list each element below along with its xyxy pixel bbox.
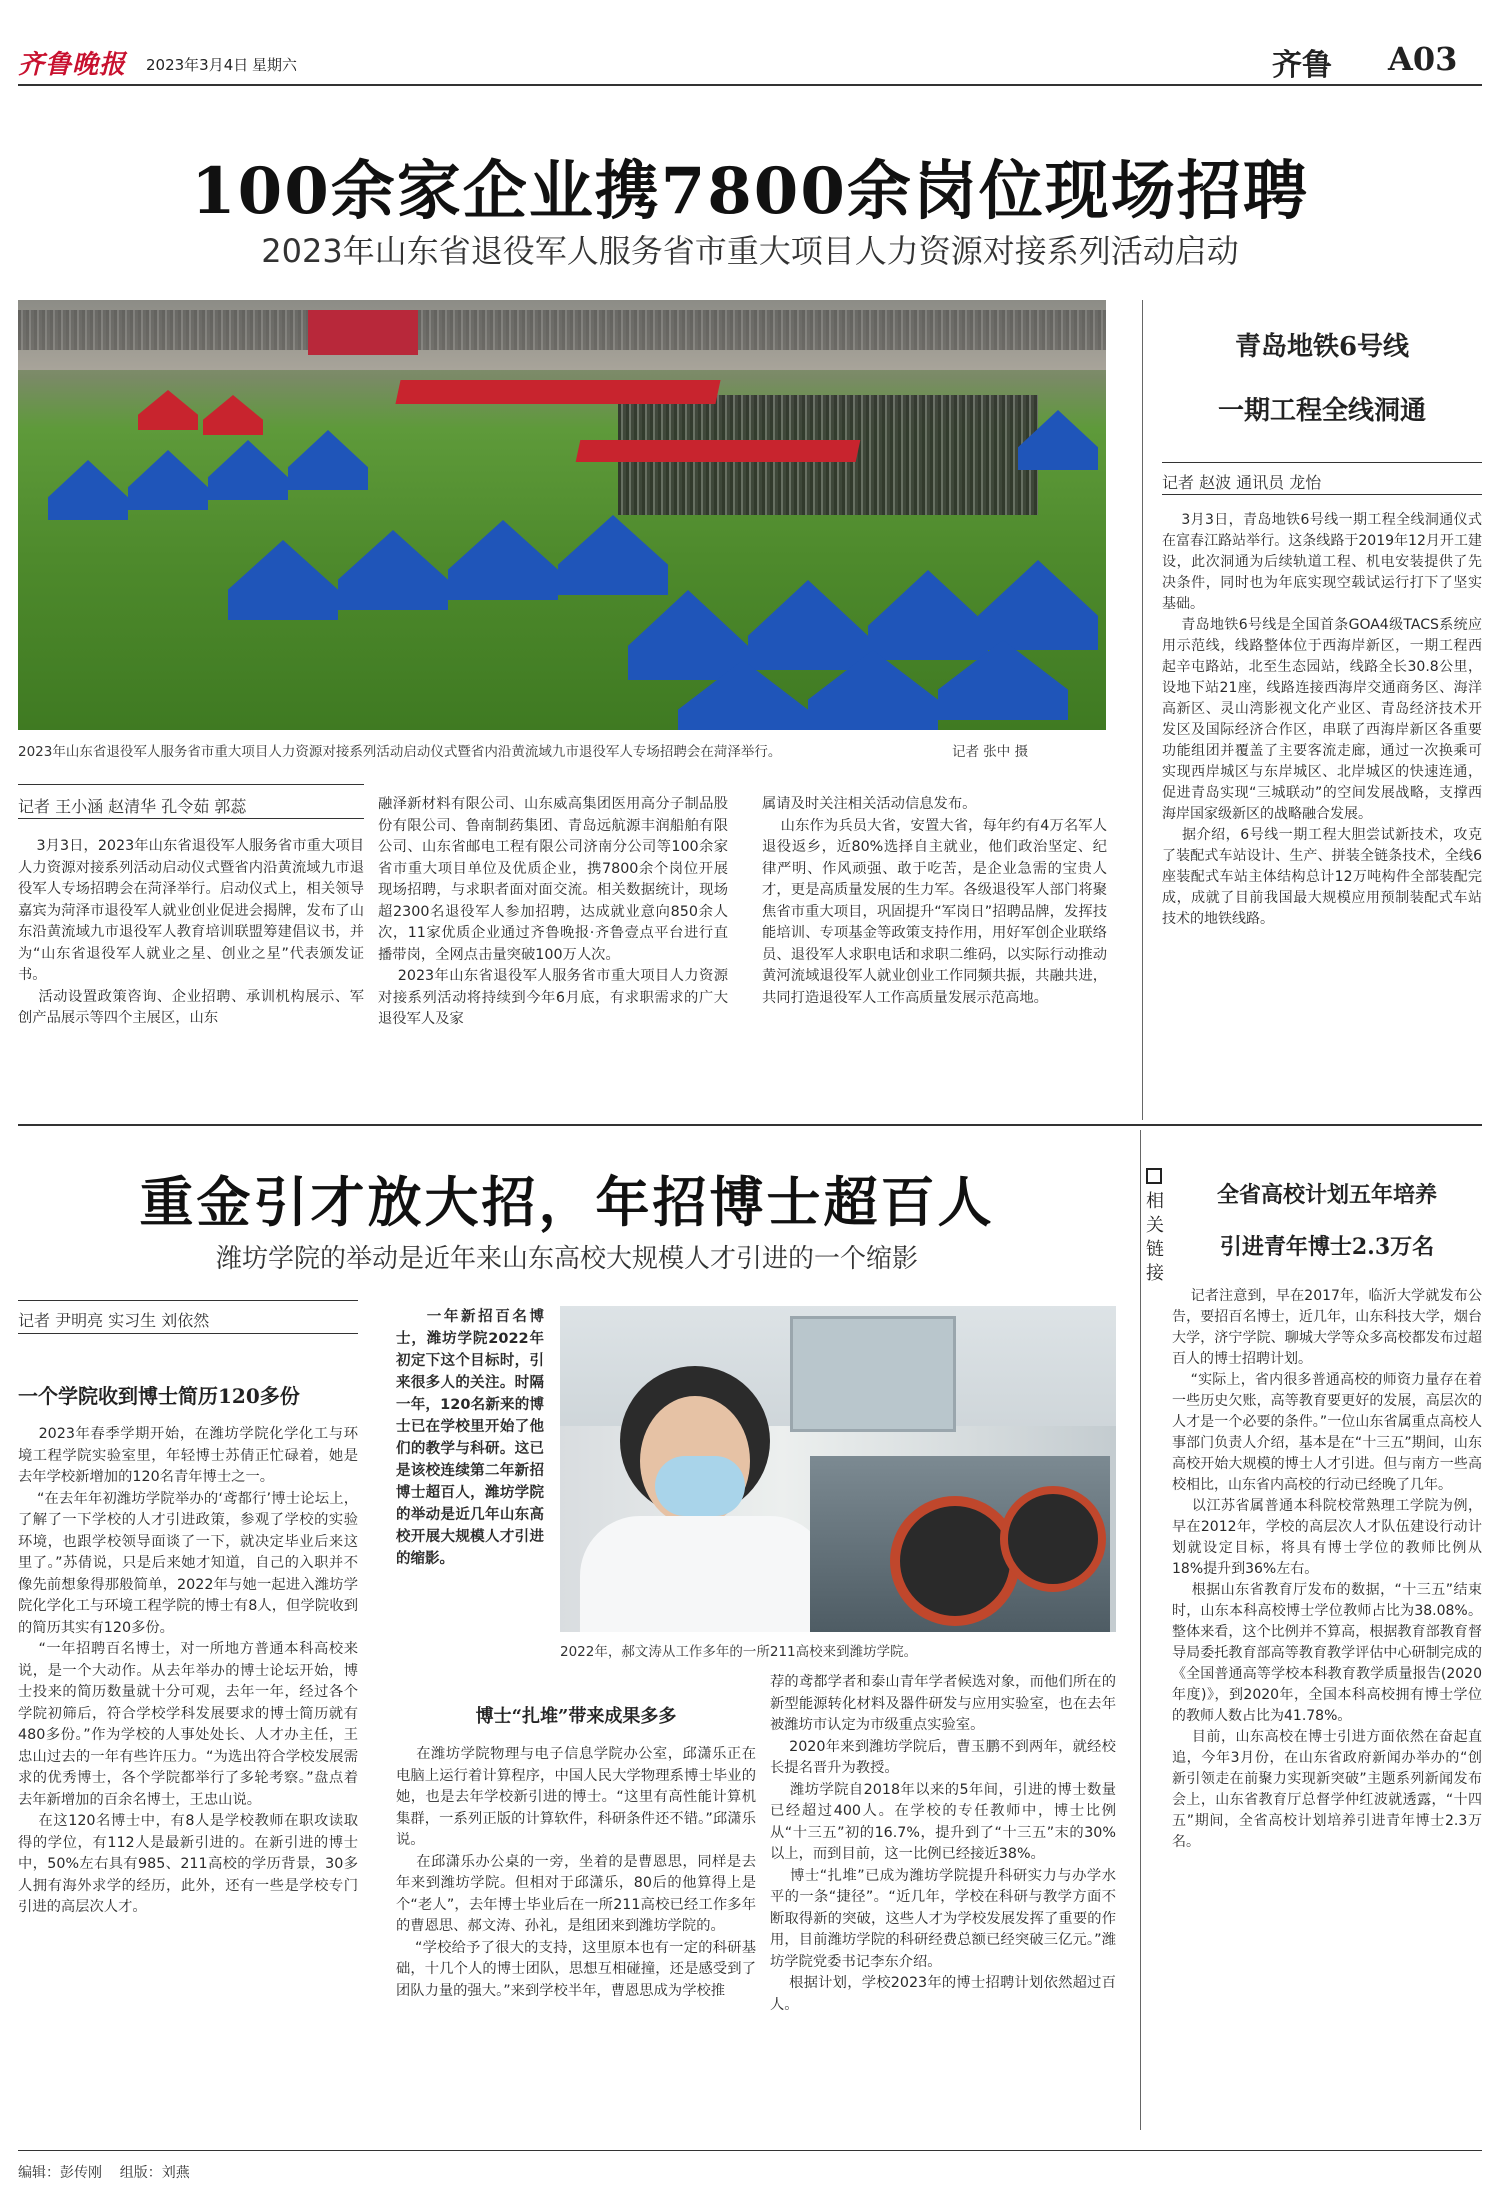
footer-editors: 编辑：彭传刚 组版：刘燕 bbox=[18, 2165, 190, 2181]
byline-rule bbox=[18, 818, 364, 819]
phd-column-1: 2023年春季学期开始，在潍坊学院化学化工与环境工程学院实验室里，年轻博士苏倩正忙碌着，她是去年学校新增加的120名青年博士之一。 “在去年年初潍坊学院举办的‘鸢都行’博士论坛上，了解了一下学校的人才引进政策，参观了学校的实验环境，也跟学校领导面谈了一下，就决定毕业后来这里了。”苏倩说，只是后来她才知道，自己的入职并不像先前想象得那般简单，2022年与她一起进入潍坊学院化学化工与环境工程学院的博士有8人，但学院收到的简历其实有120多份。 “一年招聘百名博士，对一所地方普通本科高校来说，是一个大动作。从去年举办的博士论坛开始，博士投来的简历数量就十分可观，去年一年，经过各个学院初筛后，符合学校学科发展要求的博士简历就有480多份。”作为学校的人事处处长、人才办主任，王忠山过去的一年有些许压力。“为选出符合学校发展需求的优秀博士，各个学院都举行了多轮考察。”盘点着去年新增加的百余名博士，王忠山说。 在这120名博士中，有8人是学校教师在职攻读取得的学位，有112人是最新引进的。在新引进的博士中，50%左右具有985、211高校的学历背景，30多人拥有海外求学的经历，此外，还有一些是学校专门引进的高层次人才。 bbox=[18, 1426, 358, 1915]
byline-phd: 记者 尹明亮 实习生 刘依然 bbox=[18, 1311, 210, 1330]
masthead-logo: 齐鲁晚报 bbox=[18, 50, 127, 80]
metro-article-body: 3月3日，青岛地铁6号线一期工程全线洞通仪式在富春江路站举行。这条线路于2019年12月开工建设，此次洞通为后续轨道工程、机电安装提供了先决条件，同时也为年底实现空载试运行打下了坚实基础。 青岛地铁6号线是全国首条GOA4级TACS系统应用示范线，线路整体位于西海岸新区，一期工程西起辛屯路站，北至生态园站，线路全长30.8公里，设地下站21座，线路连接西海岸交通商务区、海洋高新区、灵山湾影视文化产业区、青岛经济技术开发区及国际经济合作区，串联了西海岸新区各重要功能组团并覆盖了主要客流走廊，通过一次换乘可实现西岸城区与东岸城区、北岸城区的快速连通，促进青岛实现“三城联动”的空间发展战略，支撑西海岸国家级新区的战略融合发展。 据介绍，6号线一期工程大胆尝试新技术，攻克了装配式车站设计、生产、拼装全链条技术，全线6座装配式车站主体结构总计12万吨构件全部装配完成，成就了目前我国最大规模应用预制装配式车站技术的地铁线路。 bbox=[1162, 512, 1482, 927]
byline-rule bbox=[18, 1300, 358, 1301]
related-article-body: 记者注意到，早在2017年，临沂大学就发布公告，要招百名博士，近几年，山东科技大学，烟台大学，济宁学院、聊城大学等众多高校都发布过超百人的博士招聘计划。 “实际上，省内很多普通高校的师资力量存在着一些历史欠账，高等教育要更好的发展，高层次的人才是一个必要的条件。”一位山东省属重点高校人事部门负责人介绍，基本是在“十三五”期间，山东高校开始大规模的博士人才引进。但与南方一些高校相比，山东省内高校的行动已经晚了几年。 以江苏省属普通本科院校常熟理工学院为例，早在2012年，学校的高层次人才队伍建设行动计划就设定目标，将具有博士学位的教师比例从18%提升到36%左右。 根据山东省教育厅发布的数据，“十三五”结束时，山东本科高校博士学位教师占比为38.08%。整体来看，这个比例并不算高，根据教育部教育督导局委托教育部高等教育教学评估中心研制完成的《全国普通高等学校本科教育教学质量报告(2020年度)》，到2020年，全国本科高校拥有博士学位的教师人数占比为41.78%。 目前，山东高校在博士引进方面依然在奋起直追，今年3月份，在山东省政府新闻办举办的“创新引领走在前聚力实现新突破”主题系列新闻发布会上，山东省教育厅总督学仲红波就透露，“十四五”期间，全省高校计划培养引进青年博士2.3万名。 bbox=[1172, 1288, 1482, 1850]
issue-date: 2023年3月4日 bbox=[146, 56, 249, 74]
job-fair-photo-credit: 记者 张中 摄 bbox=[952, 744, 1029, 760]
lab-photo-caption: 2022年，郝文涛从工作多年的一所211高校来到潍坊学院。 bbox=[560, 1644, 918, 1660]
byline-metro: 记者 赵波 通讯员 龙怡 bbox=[1162, 473, 1322, 492]
headline-job-fair: 100余家企业携7800余岗位现场招聘 bbox=[191, 154, 1309, 229]
byline-rule bbox=[18, 784, 364, 785]
section-name: 齐鲁 bbox=[1272, 48, 1332, 83]
byline-rule bbox=[18, 1333, 358, 1334]
section-head-resumes: 一个学院收到博士简历120多份 bbox=[18, 1384, 300, 1408]
headline-phd-recruitment: 重金引才放大招，年招博士超百人 bbox=[139, 1170, 995, 1234]
phd-column-2: 在潍坊学院物理与电子信息学院办公室，邱潇乐正在电脑上运行着计算程序，中国人民大学物理系博士毕业的她，也是去年学校新引进的博士。“这里有高性能计算机集群，一系列正版的计算软件，科研条件还不错。”邱潇乐说。 在邱潇乐办公桌的一旁，坐着的是曹恩思，同样是去年来到潍坊学院。但相对于邱潇乐，80后的他算得上是个“老人”，去年博士毕业后在一所211高校已经工作多年的曹恩思、郝文涛、孙礼，是组团来到潍坊学院的。 “学校给予了很大的支持，这里原本也有一定的科研基础，十几个人的博士团队，思想互相碰撞，还是感受到了团队力量的强大。”来到学校半年，曹恩思成为学校推 bbox=[396, 1746, 756, 1999]
column-divider bbox=[1142, 300, 1143, 1120]
headline-related-line2: 引进青年博士2.3万名 bbox=[1219, 1234, 1435, 1260]
byline-job-fair: 记者 王小涵 赵清华 孔令茹 郭蕊 bbox=[18, 797, 247, 816]
subheadline-phd-recruitment: 潍坊学院的举动是近年来山东高校大规模人才引进的一个缩影 bbox=[215, 1244, 918, 1274]
phd-column-3: 荐的鸢都学者和泰山青年学者候选对象，而他们所在的新型能源转化材料及器件研发与应用实验室，也在去年被潍坊市认定为市级重点实验室。 2020年来到潍坊学院后，曹玉鹏不到两年，就经校长提名晋升为教授。 潍坊学院自2018年以来的5年间，引进的博士数量已经超过400人。在学校的专任教师中，博士比例从“十三五”初的16.7%，提升到了“十三五”末的30%以上，而到目前，这一比例已经接近38%。 博士“扎堆”已成为潍坊学院提升科研实力与办学水平的一条“捷径”。“近几年，学校在科研与教学方面不断取得新的突破，这些人才为学校发展发挥了重要的作用，目前潍坊学院的科研经费总额已经突破三亿元。”潍坊学院党委书记李东介绍。 根据计划，学校2023年的博士招聘计划依然超过百人。 bbox=[770, 1674, 1117, 2013]
headline-metro-line1: 青岛地铁6号线 bbox=[1234, 332, 1410, 362]
headline-related-line1: 全省高校计划五年培养 bbox=[1216, 1182, 1437, 1208]
column-divider bbox=[1140, 1130, 1141, 2130]
job-fair-column-3: 属请及时关注相关活动信息发布。 山东作为兵员大省，安置大省，每年约有4万名军人退役返乡，近80%选择自主就业，他们政治坚定、纪律严明、作风顽强、敢于吃苦，是企业急需的宝贵人才，更是高质量发展的生力军。各级退役军人部门将聚焦省市重大项目，巩固提升“军岗日”招聘品牌，发挥技能培训、专项基金等政策支持作用，用好军创企业联络员、退役军人求职电话和求职二维码，以实际行动推动黄河流域退役军人就业创业工作同频共振，共融共进，共同打造退役军人工作高质量发展示范高地。 bbox=[762, 796, 1107, 1006]
footer-rule bbox=[18, 2150, 1482, 2151]
headline-metro-line2: 一期工程全线洞通 bbox=[1217, 396, 1426, 426]
job-fair-photo-caption: 2023年山东省退役军人服务省市重大项目人力资源对接系列活动启动仪式暨省内沿黄流域九市退役军人专场招聘会在菏泽举行。 bbox=[18, 744, 782, 760]
header-rule bbox=[18, 84, 1482, 86]
job-fair-column-1: 3月3日，2023年山东省退役军人服务省市重大项目人力资源对接系列活动启动仪式暨省内沿黄流域九市退役军人专场招聘会在菏泽举行。启动仪式上，相关领导嘉宾为菏泽市退役军人就业创业促进会揭牌，发布了山东沿黄流域九市退役军人教育培训联盟筹建倡议书，并为“山东省退役军人就业之星、创业之星”代表颁发证书。 活动设置政策咨询、企业招聘、承训机构展示、军创产品展示等四个主展区，山东 bbox=[18, 838, 364, 1026]
subheadline-job-fair: 2023年山东省退役军人服务省市重大项目人力资源对接系列活动启动 bbox=[261, 232, 1239, 270]
related-link-marker-icon bbox=[1146, 1168, 1162, 1184]
issue-weekday: 星期六 bbox=[252, 56, 298, 74]
related-link-tag: 相关链接 bbox=[1146, 1191, 1164, 1284]
byline-rule bbox=[1162, 462, 1482, 463]
section-head-results: 博士“扎堆”带来成果多多 bbox=[475, 1706, 677, 1727]
job-fair-column-2: 融泽新材料有限公司、山东威高集团医用高分子制品股份有限公司、鲁南制药集团、青岛远航源丰润船舶有限公司、山东省邮电工程有限公司济南分公司等100余家省市重大项目单位及优质企业，携7800余个岗位开展现场招聘，与求职者面对面交流。相关数据统计，现场超2300名退役军人参加招聘，达成就业意向850余人次，11家优质企业通过齐鲁晚报·齐鲁壹点平台进行直播带岗，全网点击量突破100万人次。 2023年山东省退役军人服务省市重大项目人力资源对接系列活动将持续到今年6月底，有求职需求的广大退役军人及家 bbox=[378, 796, 728, 1027]
page-number: A03 bbox=[1388, 40, 1458, 78]
lab-photo bbox=[560, 1306, 1116, 1632]
job-fair-photo bbox=[18, 300, 1106, 730]
byline-rule bbox=[1162, 494, 1482, 495]
phd-lead-paragraph: 一年新招百名博士，潍坊学院2022年初定下这个目标时，引来很多人的关注。时隔一年，120名新来的博士已在学校里开始了他们的教学与科研。这已是该校连续第二年新招博士超百人，潍坊学院的举动是近几年山东高校开展大规模人才引进的缩影。 bbox=[396, 1309, 544, 1567]
section-divider bbox=[18, 1124, 1482, 1126]
